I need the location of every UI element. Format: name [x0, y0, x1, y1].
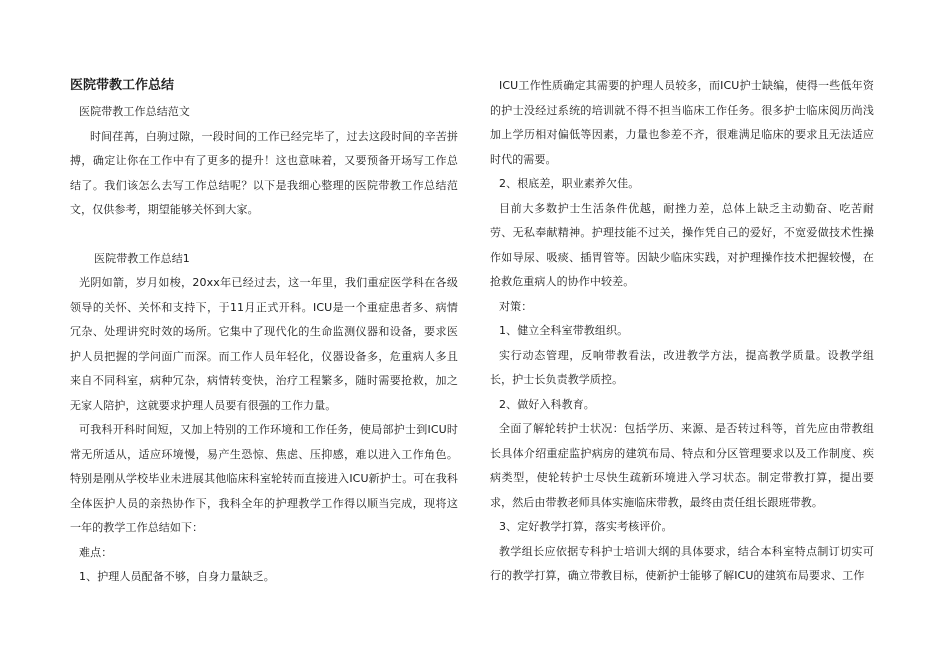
intro: 时间荏苒，白驹过隙，一段时间的工作已经完毕了，过去这段时间的辛苦拼搏，确定让你在工作中有了更多的提升！这也意味着，又要预备开场写工作总结了。我们该怎么去写工作总结呢？以下是我细心整理的医院带教工作总结范文，仅供参考，期望能够关怀到大家。: [70, 129, 458, 216]
measure-3: 3、定好教学打算，落实考核评价。: [499, 520, 673, 533]
measure-2: 2、做好入科教育。: [499, 397, 595, 411]
para-6: 全面了解轮转护士状况：包括学历、来源、是否转过科等，首先应由带教组长具体介绍重症监护病房的建筑布局、特点和分区管理要求以及工作制度、疾病类型，使轮转护士尽快生疏新环境进入学习状态。制定带教打算，提出要求，然后由带教老师具体实施临床带教，最终由责任组长跟班带教。: [490, 422, 874, 509]
para-5: 实行动态管理，反响带教看法，改进教学方法，提高教学质量。设教学组长，护士长负责教学质控。: [490, 348, 874, 386]
section-spacer: [70, 223, 458, 247]
right-column-body: [490, 74, 874, 589]
left-column-body: [70, 100, 458, 590]
right-column: [490, 74, 874, 589]
para-2: 可我科开科时间短，又加上特别的工作环境和工作任务，使局部护士到ICU时常无所适从，适应环境慢，易产生恐惊、焦虑、压抑感，难以进入工作角色。特别是刚从学校毕业未进展其他临床科室轮转而直接进入ICU新护士。可在我科全体医护人员的亲热协作下，我科全年的护理教学工作得以顺当完成，现将这一年的教学工作总结如下：: [70, 423, 458, 534]
para-1: 光阴如箭，岁月如梭，20xx年已经过去，这一年里，我们重症医学科在各级领导的关怀、关怀和支持下，于11月正式开科。ICU是一个重症患者多、病情冗杂、处理讲究时效的场所。它集中了现代化的生命监测仪器和设备，要求医护人员把握的学问面广而深。而工作人员年轻化，仪器设备多，危重病人多且来自不同科室，病种冗杂，病情转变快，治疗工程繁多，随时需要抢救，加之无家人陪护，这就要求护理人员要有很强的工作力量。: [70, 276, 458, 412]
left-column: [70, 74, 458, 590]
difficulty-2: 2、根底差，职业素养欠佳。: [499, 177, 640, 190]
para-7: 教学组长应依据专科护士培训大纲的具体要求，结合本科室特点制订切实可行的教学打算，确立带教目标，使新护士能够了解ICU的建筑布局要求、工作: [490, 544, 874, 582]
measure-1: 1、健立全科室带教组织。: [499, 324, 629, 337]
subtitle: 医院带教工作总结范文: [79, 105, 190, 118]
para-4: 目前大多数护士生活条件优越，耐挫力差，总体上缺乏主动勤奋、吃苦耐劳、无私奉献精神。护理技能不过关，操作凭自己的爱好，不宽爱做技术性操作如导尿、吸痰、插胃管等。因缺少临床实践，对护理操作技术把握较慢，在抢救危重病人的协作中较差。: [490, 201, 874, 288]
difficulties-label: 难点：: [79, 545, 113, 559]
measures-label: 对策：: [499, 299, 533, 313]
section-1-heading: 医院带教工作总结1: [94, 251, 190, 265]
difficulty-1: 1、护理人员配备不够，自身力量缺乏。: [79, 570, 275, 583]
document-title: 医院带教工作总结: [70, 77, 175, 92]
para-3: ICU工作性质确定其需要的护理人员较多，而ICU护士缺编，使得一些低年资的护士没经过系统的培训就不得不担当临床工作任务。很多护士临床阅历尚浅加上学历相对偏低等因素，力量也参差不齐，很难满足临床的要求且无法适应时代的需要。: [490, 79, 874, 166]
